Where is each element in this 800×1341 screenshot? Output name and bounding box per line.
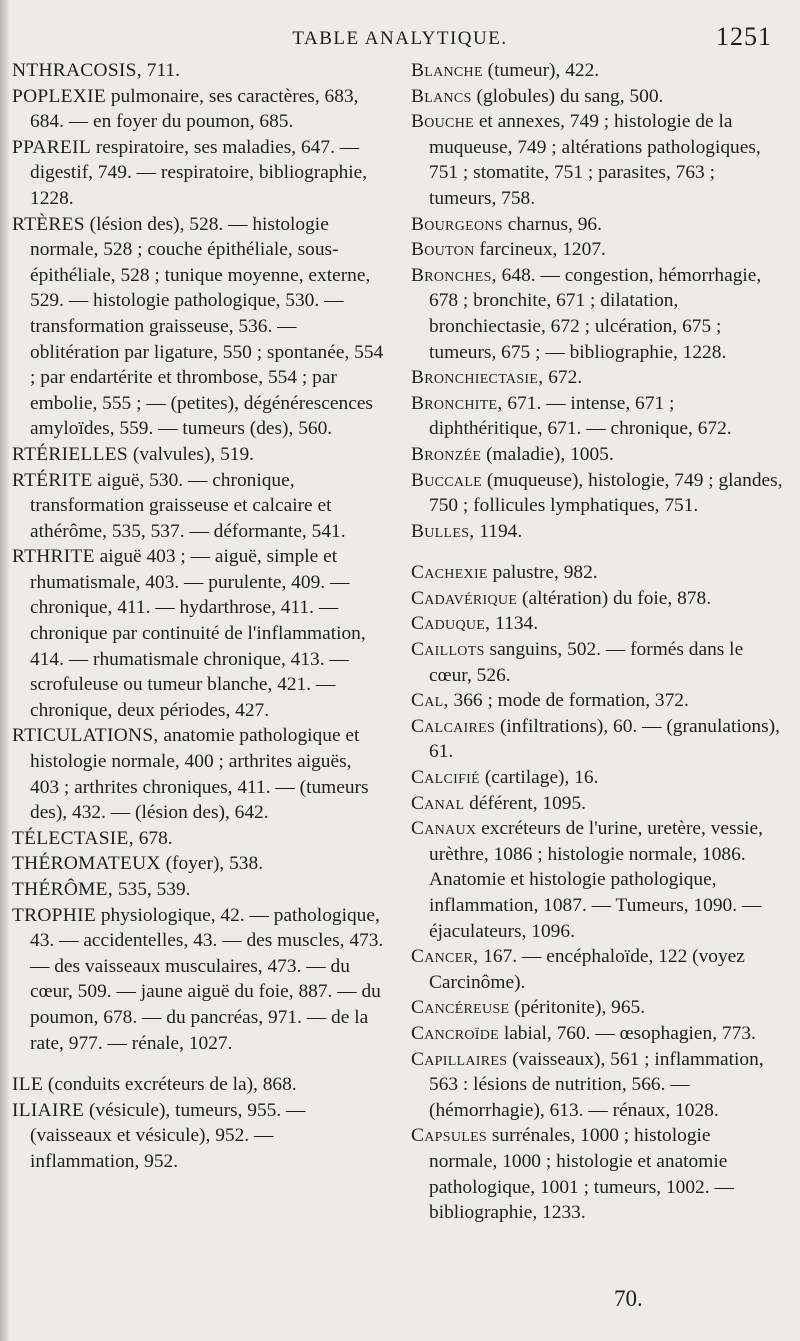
index-entry-text: (vésicule), tumeurs, 955. — (vaisseaux et vésicule), 952. — inflammation, 952. [30,1099,306,1172]
index-entry [4,135,384,212]
index-entry [411,84,783,110]
index-headword: Bronchiectasie, [411,367,544,389]
index-headword: Bronzée [411,443,482,465]
index-entry-text: palustre, 982. [487,562,598,584]
index-headword: Bronchite, [411,392,503,414]
index-headword: NTHRACOSIS, [12,60,142,81]
index-headword: Bouche [411,111,474,133]
left-column [4,58,384,1175]
index-headword: ILIAIRE [12,1099,85,1121]
index-entry-text: surrénales, 1000 ; histologie normale, 1000 ; histologie et anatomie pathologique, 1001 ; tumeurs, 1002. — bibliographie, 1233. [429,1125,734,1224]
index-entry [411,714,783,765]
index-entry [4,544,384,723]
index-entry [4,442,384,468]
index-entry [4,723,384,825]
index-entry-text: (muqueuse), histologie, 749 ; glandes, 750 ; follicules lymphatiques, 751. [429,469,783,517]
right-column [411,58,783,1226]
index-entry [411,560,783,586]
index-headword: Cachexie [411,562,488,584]
index-entry [411,1123,783,1225]
index-headword: Bouton [411,239,475,261]
index-headword: Canaux [411,818,477,840]
index-entry [411,442,783,468]
index-entry [411,263,783,365]
index-headword: Bronches, [411,264,497,286]
index-headword: TROPHIE [12,904,96,926]
index-headword: RTÈRES [12,213,85,235]
index-entry [411,586,783,612]
index-entry [411,688,783,714]
index-entry [4,877,384,903]
index-entry [411,995,783,1021]
index-entry-text: 167. — encéphaloïde, 122 (voyez Carcinôme). [429,946,745,993]
index-headword: Capillaires [411,1048,508,1070]
index-entry-text: 672. [543,367,583,389]
index-headword: TÉLECTASIE, [12,827,134,849]
running-title: TABLE ANALYTIQUE. [292,28,508,49]
index-entry-text: (globules) du sang, 500. [471,85,664,107]
index-headword: Cadavérique [411,587,518,609]
index-entry [411,109,783,211]
index-headword: Blancs [411,85,472,107]
index-entry-text: (valvules), 519. [128,443,255,465]
index-entry-text: 711. [141,60,180,81]
index-headword: Bulles, [411,520,475,542]
index-entry-text: (tumeur), 422. [482,60,600,81]
index-entry [4,826,384,852]
index-entry [411,519,783,545]
index-entry [411,1021,783,1047]
index-entry-text: 366 ; mode de formation, 372. [448,690,689,712]
index-entry-text: 535, 539. [112,879,191,900]
index-entry-text: charnus, 96. [502,213,602,235]
index-entry-text: (vaisseaux), 561 ; inflammation, 563 : lésions de nutrition, 566. — (hémorrhagie), 613. — rénaux, 1028. [429,1048,764,1121]
index-headword: THÉRÔME, [12,879,113,900]
index-headword: Bourgeons [411,213,503,235]
page-number: 1251 [716,22,772,51]
index-entry [4,212,384,442]
index-entry [411,468,783,519]
index-entry-text: 1194. [474,520,523,542]
index-entry-text: (lésion des), 528. — histologie normale, 528 ; couche épithéliale, sous-épithéliale, 528 ; tunique moyenne, externe, 529. — histologie pathologique, 530. — transformation graisseuse, 536. — oblitération par ligature, 550 ; spontanée, 554 ; par endartérite et thrombose, 554 ; par embolie, 555 ; — (petites), dégénérescences amyloïdes, 559. — tumeurs (des), 560. [30,213,384,440]
index-entry-text: (foyer), 538. [160,853,264,875]
index-entry-text: et annexes, 749 ; histologie de la muqueuse, 749 ; altérations pathologiques, 751 ; stomatite, 751 ; parasites, 763 ; tumeurs, 758. [429,111,761,209]
index-entry [4,58,384,84]
index-entry-text: anatomie pathologique et histologie normale, 400 ; arthrites aiguës, 403 ; arthrites chroniques, 411. — (tumeurs des), 432. — (lésion des), 642. [30,725,369,824]
index-headword: RTHRITE [12,546,95,568]
index-entry [411,1047,783,1124]
index-entry-text: (maladie), 1005. [481,443,614,465]
index-entry-text: farcineux, 1207. [474,239,606,261]
index-headword: Calcifié [411,767,480,789]
index-entry [411,365,783,391]
index-entry [411,58,783,84]
index-headword: POPLEXIE [12,85,106,107]
index-entry [4,903,384,1057]
index-entry-text: sanguins, 502. — formés dans le cœur, 526. [429,639,744,686]
index-entry-text: (péritonite), 965. [509,997,646,1019]
index-entry-text: aiguë 403 ; — aiguë, simple et rhumatismale, 403. — purulente, 409. — chronique, 411. — hydarthrose, 411. — chronique par continuité de l'inflammation, 414. — rhumatismale chronique, 413. — scrofuleuse ou tumeur blanche, 421. — chronique, deux périodes, 427. [30,546,366,721]
index-headword: RTÉRIELLES [12,443,129,465]
index-headword: THÉROMATEUX [12,853,161,875]
index-headword: RTÉRITE [12,469,93,491]
signature-mark: 70. [614,1286,643,1311]
index-headword: Cancéreuse [411,997,510,1019]
index-entry [411,944,783,995]
index-entry-text: 1134. [490,613,539,635]
index-entry [411,391,783,442]
index-entry [411,816,783,944]
index-entry-text: (altération) du foie, 878. [517,587,712,609]
index-entry [411,765,783,791]
index-entry-text: (cartilage), 16. [480,767,599,789]
index-headword: ILE [12,1074,44,1096]
index-entry [411,637,783,688]
index-entry-text: (infiltrations), 60. — (granulations), 61. [429,715,780,763]
index-headword: Cal, [411,690,449,712]
index-entry [4,1072,384,1098]
index-entry [411,212,783,238]
index-entry-text: déférent, 1095. [464,792,587,814]
index-entry-text: physiologique, 42. — pathologique, 43. — accidentelles, 43. — des muscles, 473. — des vaisseaux musculaires, 473. — du cœur, 509. — jaune aiguë du foie, 887. — du poumon, 678. — du pancréas, 971. — de la rate, 977. — rénale, 1027. [30,904,384,1054]
index-entry-text: pulmonaire, ses caractères, 683, 684. — en foyer du poumon, 685. [30,85,359,133]
index-entry [411,791,783,817]
index-entry [411,237,783,263]
index-entry-text: excréteurs de l'urine, uretère, vessie, urèthre, 1086 ; histologie normale, 1086. Anatomie et histologie pathologique, inflammation, 1087. — Tumeurs, 1090. — éjaculateurs, 1096. [429,818,763,942]
index-headword: Cancer, [411,946,479,968]
page-header [0,22,800,52]
index-entry-text: respiratoire, ses maladies, 647. — digestif, 749. — respiratoire, bibliographie, 1228. [30,136,368,209]
index-headword: Caduque, [411,613,491,635]
index-entry [411,611,783,637]
index-headword: Buccale [411,469,483,491]
index-entry-text: (conduits excréteurs de la), 868. [43,1074,297,1096]
index-entry-text: 648. — congestion, hémorrhagie, 678 ; bronchite, 671 ; dilatation, bronchiectasie, 672 ; ulcération, 675 ; tumeurs, 675 ; — bibliographie, 1228. [429,264,762,363]
index-entry [4,468,384,545]
index-headword: Capsules [411,1125,488,1147]
index-entry-text: labial, 760. — œsophagien, 773. [498,1022,756,1044]
index-headword: RTICULATIONS, [12,725,159,747]
index-entry-text: 671. — intense, 671 ; diphthéritique, 671. — chronique, 672. [429,392,732,440]
index-entry [4,851,384,877]
index-headword: Caillots [411,639,485,661]
index-entry [4,1098,384,1175]
index-headword: PPAREIL [12,136,91,158]
index-headword: Cancroïde [411,1022,499,1044]
index-headword: Canal [411,792,465,814]
index-entry [4,84,384,135]
index-headword: Blanche [411,60,483,81]
index-headword: Calcaires [411,715,496,737]
index-entry-text: aiguë, 530. — chronique, transformation graisseuse et calcaire et athérôme, 535, 537. — déformante, 541. [30,469,346,542]
index-entry-text: 678. [133,827,173,849]
